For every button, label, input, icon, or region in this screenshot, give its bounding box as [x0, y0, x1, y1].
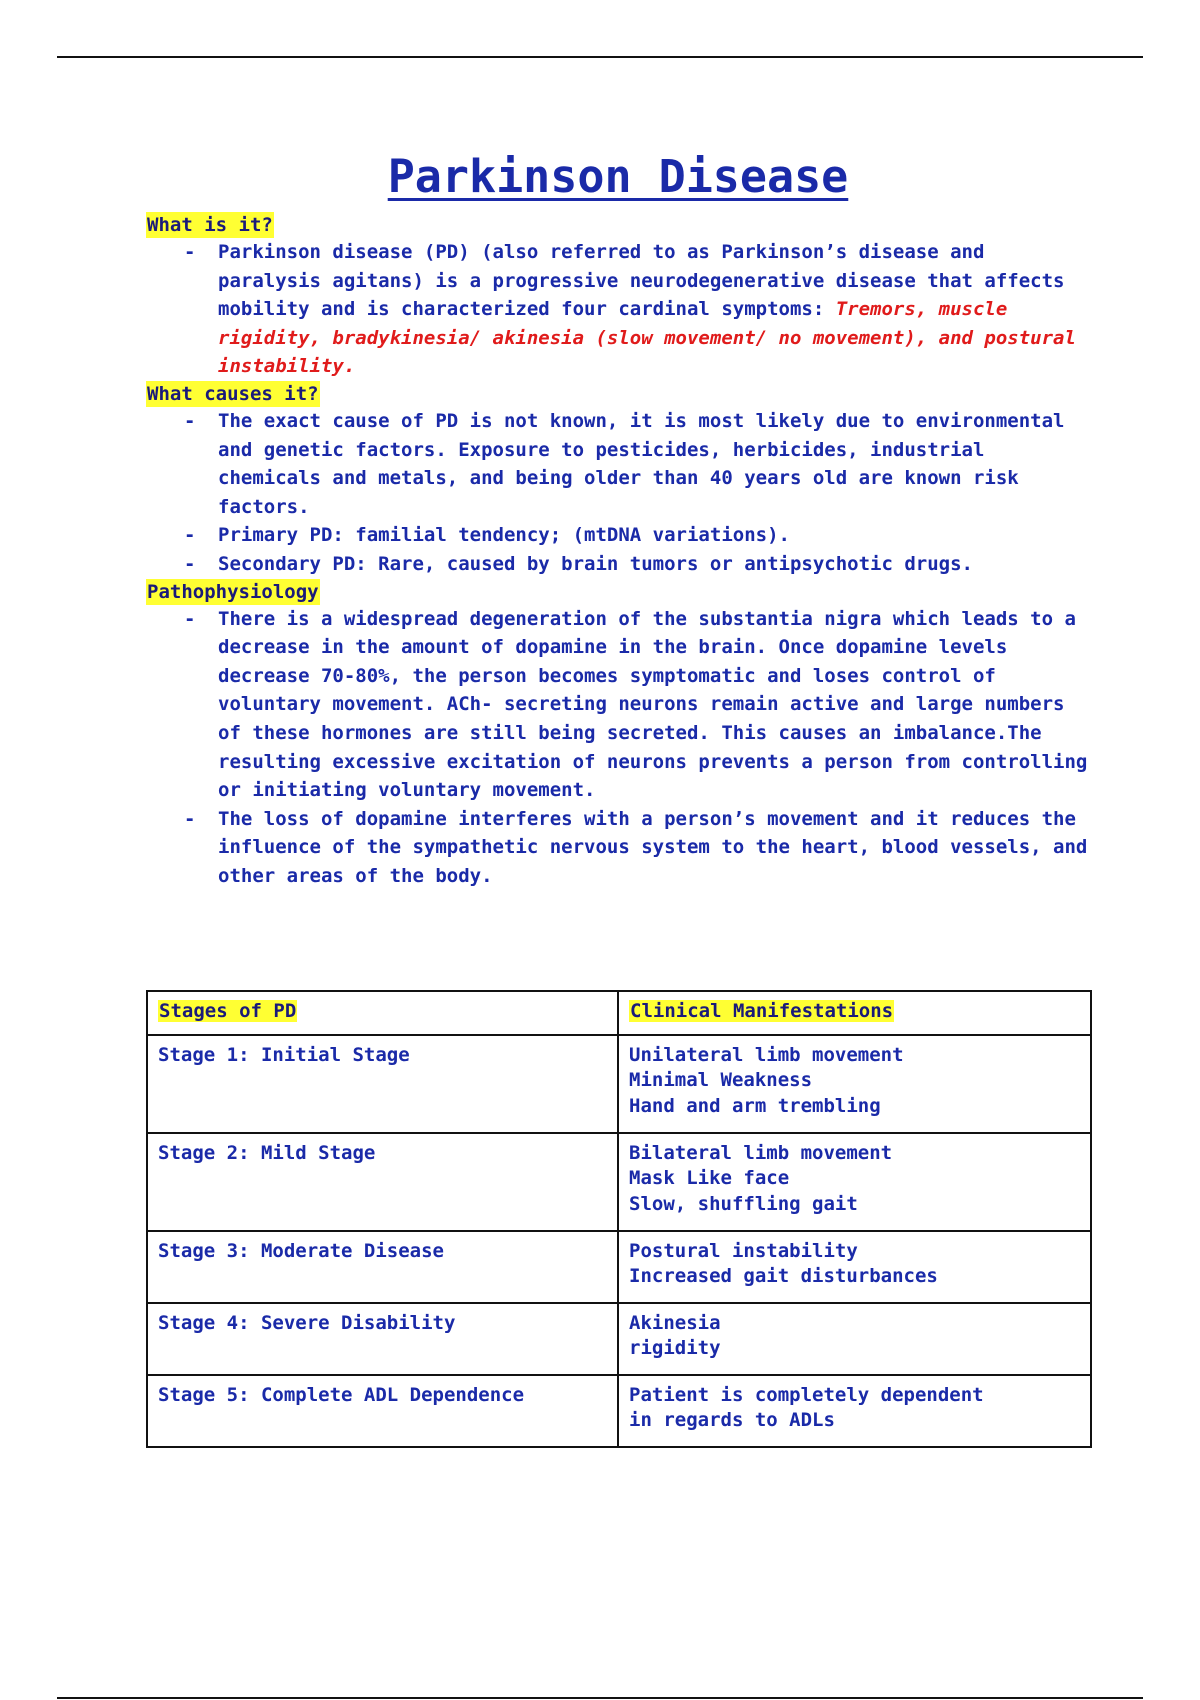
bullet-list [146, 407, 1090, 579]
manifestations-cell [618, 1035, 1091, 1133]
manifestation: in regards to ADLs [629, 1409, 835, 1431]
header-manifestations: Clinical Manifestations [630, 1000, 894, 1022]
list-item: - Primary PD: familial tendency; (mtDNA variations). [218, 521, 1090, 550]
list-item: - The loss of dopamine interferes with a person’s movement and it reduces the influence of the sympathetic nervous system to the heart, blood vessels, and other areas of the body. [218, 805, 1090, 891]
bottom-rule [57, 1697, 1143, 1699]
stage-cell: Stage 1: Initial Stage [147, 1035, 618, 1133]
stage-cell: Stage 2: Mild Stage [147, 1133, 618, 1231]
manifestation: Bilateral limb movement [629, 1141, 893, 1164]
stage-cell: Stage 3: Moderate Disease [147, 1231, 618, 1303]
bullet-list [146, 238, 1090, 381]
cardinal-symptoms: Tremors, muscle rigidity, bradykinesia/ akinesia (slow movement/ no movement), and postural instability. [218, 298, 1076, 378]
bullet-text: Parkinson disease (PD) (also referred to as Parkinson’s disease and paralysis agitans) is a progressive neurodegenerative disease that affects mobility and is characterized four cardinal symptoms: [218, 241, 1065, 321]
manifestation: Mask Like face [629, 1167, 790, 1189]
section-heading: What causes it? [147, 382, 319, 405]
section-what-causes-it [146, 381, 1090, 579]
manifestation: Slow, shuffling gait [629, 1192, 858, 1215]
list-item: - The exact cause of PD is not known, it is most likely due to environmental and genetic factors. Exposure to pesticides, herbicides, industrial chemicals and metals, and being older than 40 years old are known risk factors. [218, 407, 1090, 521]
header-cell [147, 991, 618, 1035]
table-header-row [147, 991, 1091, 1035]
list-item: - There is a widespread degeneration of the substantia nigra which leads to a decrease in the amount of dopamine in the brain. Once dopamine levels decrease 70-80%, the person becomes symptomatic and loses control of voluntary movement. ACh- secreting neurons remain active and large numbers of these hormones are still being secreted. This causes an imbalance.The resulting excessive excitation of neurons prevents a person from controlling or initiating voluntary movement. [218, 605, 1090, 805]
header-stages: Stages of PD [159, 1000, 297, 1022]
manifestation: Akinesia [629, 1311, 721, 1334]
stages-table [146, 990, 1092, 1448]
manifestation: Unilateral limb movement [629, 1043, 904, 1066]
manifestations-cell [618, 1375, 1091, 1447]
section-what-is-it [146, 212, 1090, 381]
section-pathophysiology [146, 579, 1090, 891]
stage-cell: Stage 4: Severe Disability [147, 1303, 618, 1375]
manifestation: rigidity [629, 1337, 721, 1359]
table-row [147, 1035, 1091, 1133]
table-row [147, 1133, 1091, 1231]
list-item: - Secondary PD: Rare, caused by brain tumors or antipsychotic drugs. [218, 550, 1090, 579]
manifestations-cell [618, 1133, 1091, 1231]
table-row [147, 1303, 1091, 1375]
manifestations-cell [618, 1231, 1091, 1303]
document-body [146, 148, 1090, 890]
section-heading: What is it? [147, 214, 273, 236]
stage-cell: Stage 5: Complete ADL Dependence [147, 1375, 618, 1447]
manifestations-cell [618, 1303, 1091, 1375]
manifestation: Hand and arm trembling [629, 1094, 881, 1117]
list-item [218, 238, 1090, 381]
manifestation: Minimal Weakness [629, 1069, 813, 1091]
manifestation: Patient is completely dependent [629, 1383, 984, 1406]
bullet-list [146, 605, 1090, 891]
table-row [147, 1375, 1091, 1447]
manifestation: Increased gait disturbances [629, 1265, 938, 1287]
section-heading: Pathophysiology [147, 580, 319, 603]
top-rule [57, 56, 1143, 58]
table-row [147, 1231, 1091, 1303]
header-cell [618, 991, 1091, 1035]
page-title: Parkinson Disease [387, 150, 849, 203]
manifestation: Postural instability [629, 1239, 858, 1262]
